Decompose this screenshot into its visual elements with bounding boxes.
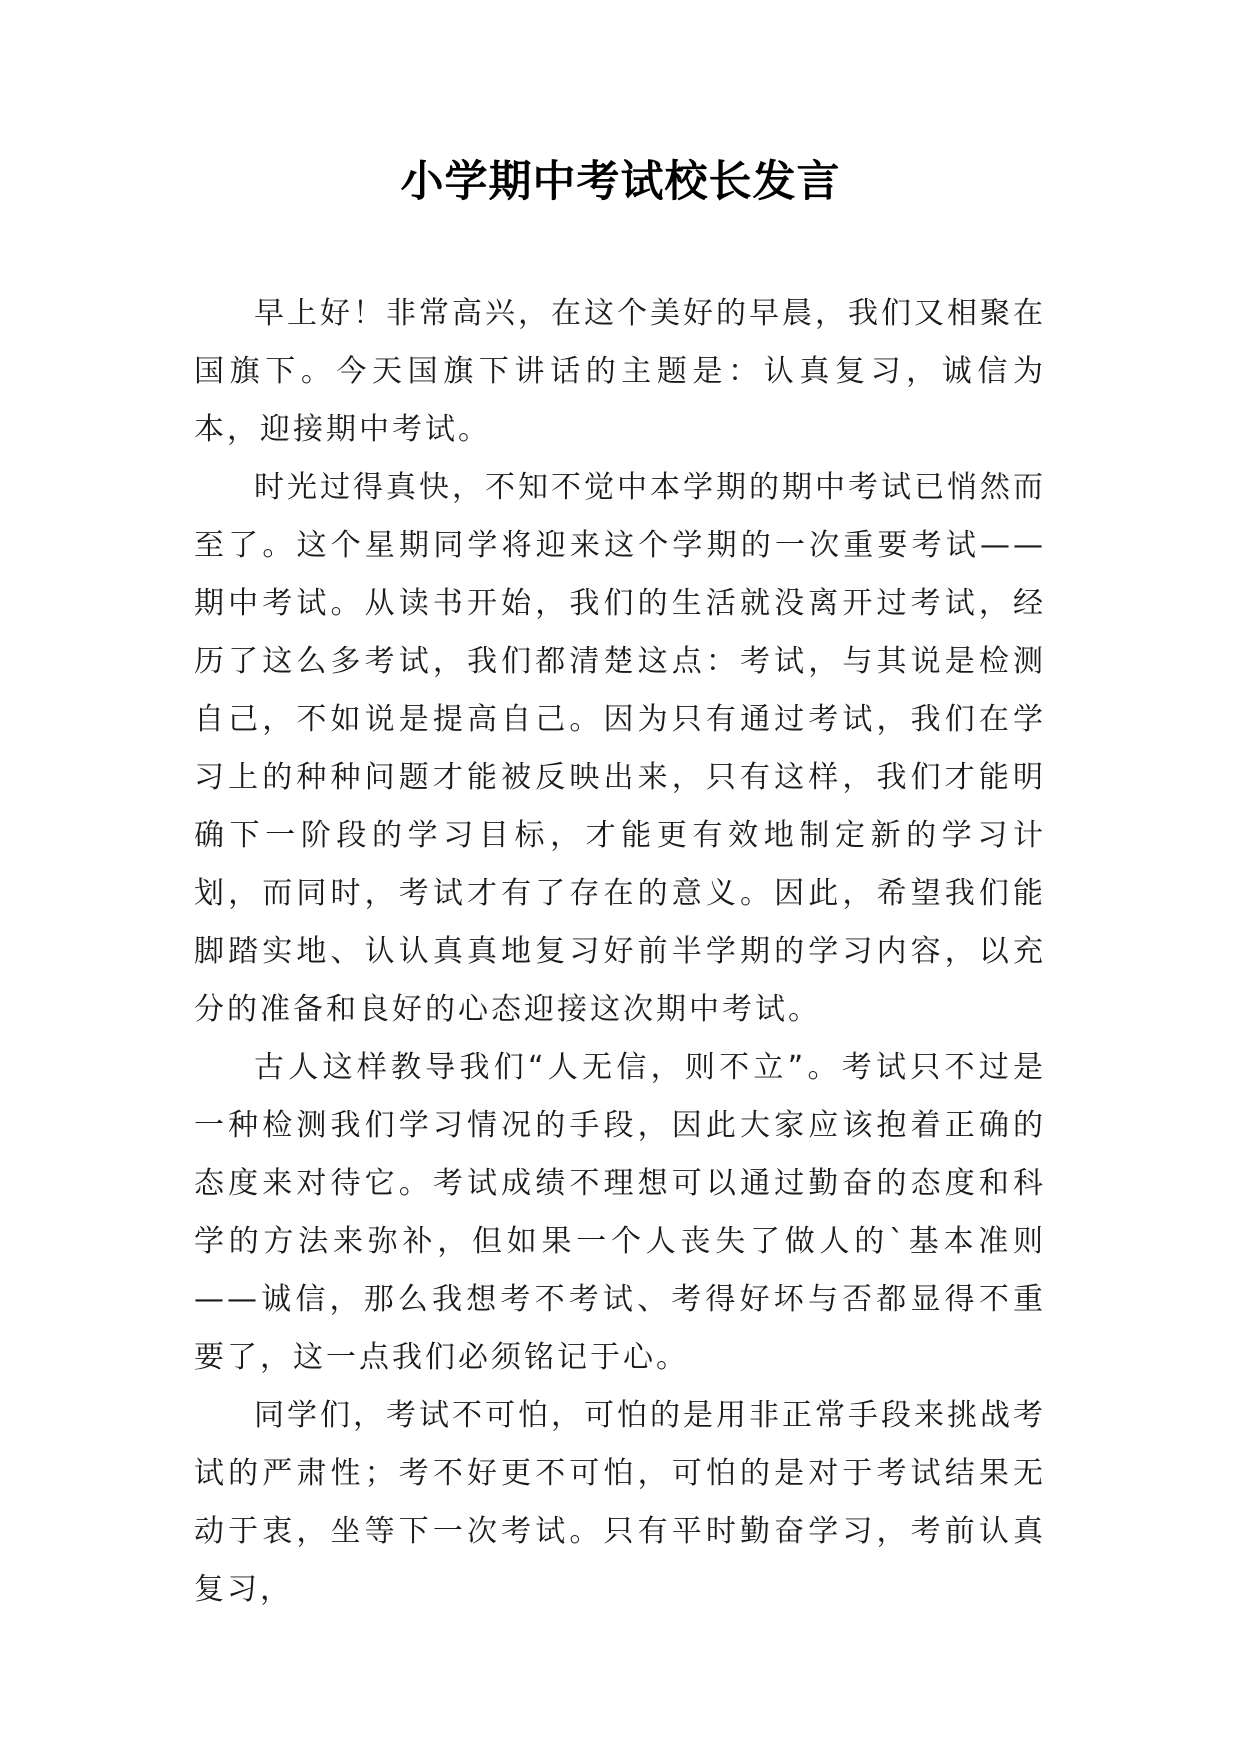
paragraph: 同学们，考试不可怕，可怕的是用非正常手段来挑战考试的严肃性；考不好更不可怕，可怕的是对于考试结果无动于衷，坐等下一次考试。只有平时勤奋学习，考前认真复习， [194, 1398, 1046, 1607]
paragraph: 时光过得真快，不知不觉中本学期的期中考试已悄然而至了。这个星期同学将迎来这个学期的一次重要考试——期中考试。从读书开始，我们的生活就没离开过考试，经历了这么多考试，我们都清楚这点：考试，与其说是检测自己，不如说是提高自己。因为只有通过考试，我们在学习上的种种问题才能被反映出来，只有这样，我们才能明确下一阶段的学习目标，才能更有效地制定新的学习计划，而同时，考试才有了存在的意义。因此，希望我们能脚踏实地、认认真真地复习好前半学期的学习内容，以充分的准备和良好的心态迎接这次期中考试。 [194, 470, 1046, 1027]
paragraph: 古人这样教导我们“人无信，则不立”。考试只不过是一种检测我们学习情况的手段，因此大家应该抱着正确的态度来对待它。考试成绩不理想可以通过勤奋的态度和科学的方法来弥补，但如果一个人丧失了做人的`基本准则——诚信，那么我想考不考试、考得好坏与否都显得不重要了，这一点我们必须铭记于心。 [194, 1050, 1046, 1375]
document-body [194, 285, 1046, 1619]
paragraph: 早上好！非常高兴，在这个美好的早晨，我们又相聚在国旗下。今天国旗下讲话的主题是：认真复习，诚信为本，迎接期中考试。 [194, 296, 1046, 447]
document-title: 小学期中考试校长发言 [400, 157, 841, 207]
